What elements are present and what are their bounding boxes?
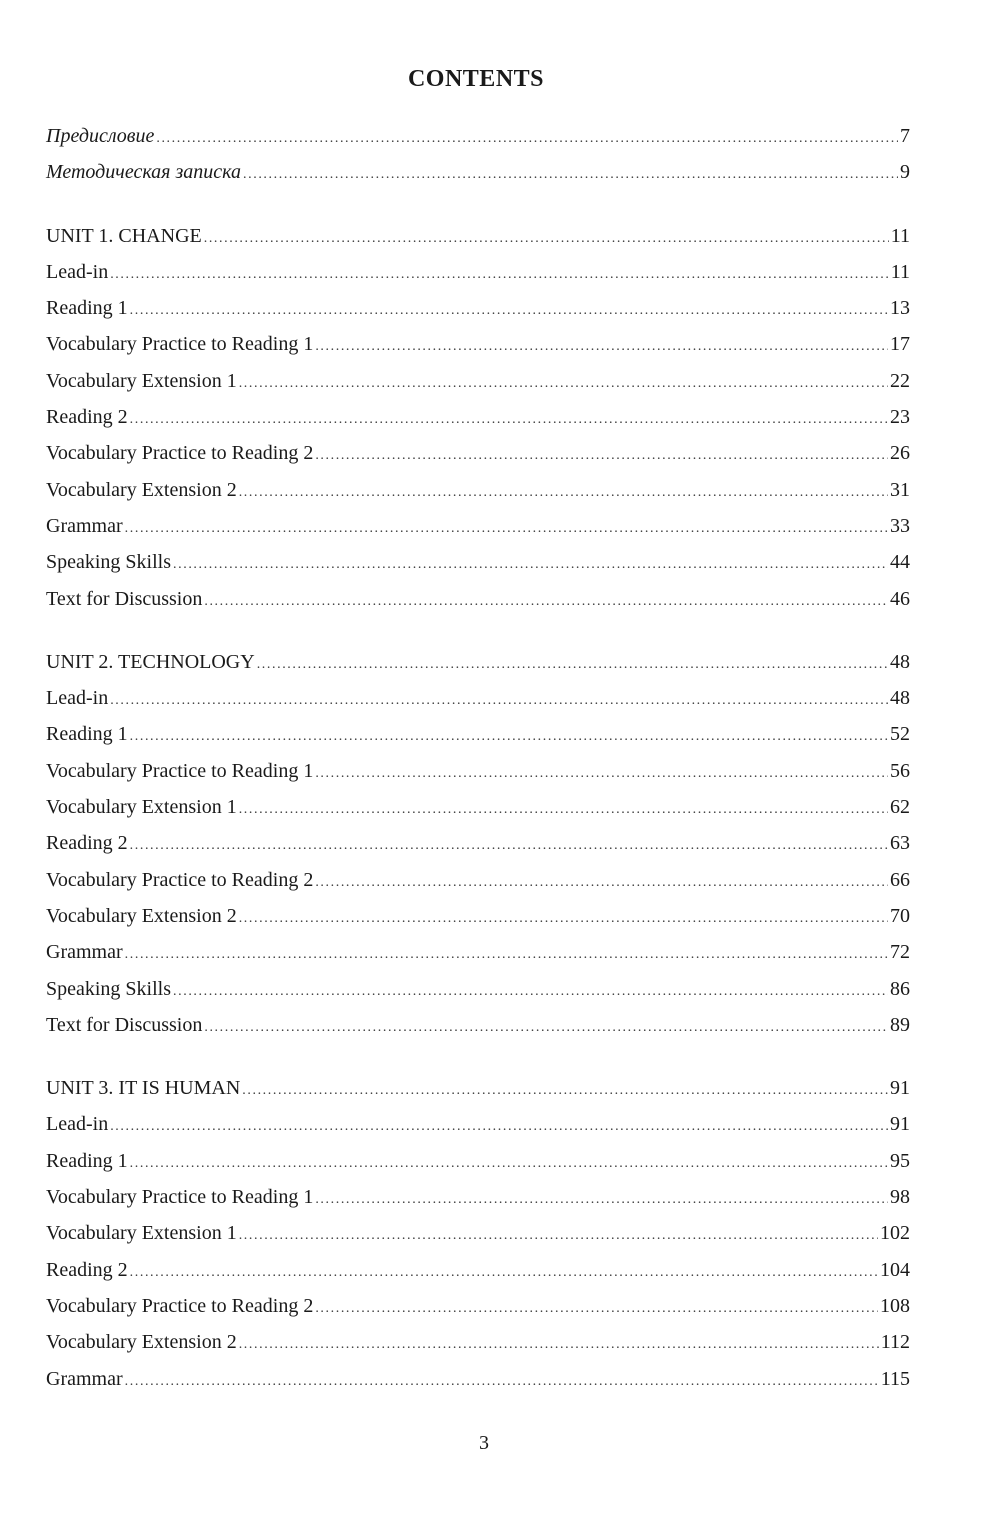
toc-entry[interactable] — [46, 680, 910, 716]
toc-entry-label: Reading 1 — [46, 1149, 128, 1172]
dot-leader — [315, 438, 888, 474]
toc-entry-label: Lead-in — [46, 260, 109, 283]
dot-leader — [130, 1255, 878, 1291]
dot-leader — [243, 157, 898, 193]
toc-entry[interactable] — [46, 862, 910, 898]
dot-leader — [130, 293, 888, 329]
toc-entry-label: Vocabulary Practice to Reading 2 — [46, 1294, 314, 1317]
dot-leader — [239, 1218, 878, 1254]
toc-entry[interactable] — [46, 508, 910, 544]
toc-entry-page: 95 — [890, 1149, 910, 1172]
toc-entry-label: Vocabulary Extension 2 — [46, 478, 237, 501]
toc-entry[interactable] — [46, 544, 910, 580]
toc-entry[interactable] — [46, 898, 910, 934]
toc-unit-heading[interactable] — [46, 1070, 910, 1106]
toc-entry[interactable] — [46, 825, 910, 861]
toc-entry-label: Text for Discussion — [46, 587, 203, 610]
toc-entry-page: 56 — [890, 759, 910, 782]
dot-leader — [315, 1182, 888, 1218]
dot-leader — [110, 257, 889, 293]
toc-entry-page: 63 — [890, 832, 910, 855]
dot-leader — [130, 402, 888, 438]
toc-entry-page: 72 — [890, 941, 910, 964]
toc-entry-label: Vocabulary Practice to Reading 2 — [46, 442, 314, 465]
table-of-contents — [46, 118, 910, 1397]
toc-entry[interactable] — [46, 971, 910, 1007]
toc-entry-label: Reading 1 — [46, 297, 128, 320]
dot-leader — [315, 865, 888, 901]
toc-entry-page: 91 — [890, 1113, 910, 1136]
toc-entry[interactable] — [46, 1179, 910, 1215]
toc-entry-page: 108 — [880, 1294, 910, 1317]
toc-entry[interactable] — [46, 716, 910, 752]
dot-leader — [239, 792, 888, 828]
toc-entry[interactable] — [46, 399, 910, 435]
toc-entry[interactable] — [46, 1252, 910, 1288]
toc-unit-heading[interactable] — [46, 218, 910, 254]
toc-entry-label: Vocabulary Extension 1 — [46, 369, 237, 392]
toc-entry-page: 23 — [890, 406, 910, 429]
toc-entry-label: Reading 2 — [46, 1258, 128, 1281]
toc-entry[interactable] — [46, 581, 910, 617]
toc-entry-label: Lead-in — [46, 1113, 109, 1136]
dot-leader — [110, 1109, 888, 1145]
toc-entry-label: Vocabulary Practice to Reading 1 — [46, 759, 314, 782]
toc-entry-label: Speaking Skills — [46, 551, 172, 574]
page-title: CONTENTS — [407, 66, 545, 92]
toc-entry-label: Предисловие — [46, 125, 155, 147]
toc-entry-label: Vocabulary Extension 2 — [46, 904, 237, 927]
toc-entry[interactable] — [46, 363, 910, 399]
toc-entry[interactable] — [46, 1143, 910, 1179]
toc-entry-page: 11 — [890, 224, 910, 247]
dot-leader — [315, 756, 888, 792]
toc-entry-page: 98 — [890, 1186, 910, 1209]
toc-entry-label: UNIT 1. CHANGE — [46, 224, 202, 247]
toc-entry[interactable] — [46, 472, 910, 508]
toc-entry-page: 102 — [880, 1222, 910, 1245]
toc-entry-label: UNIT 3. IT IS HUMAN — [46, 1077, 241, 1100]
toc-entry[interactable] — [46, 290, 910, 326]
toc-entry-page: 48 — [890, 687, 910, 710]
toc-entry-page: 89 — [890, 1013, 910, 1036]
toc-entry-label: Vocabulary Practice to Reading 1 — [46, 333, 314, 356]
dot-leader — [242, 1073, 888, 1109]
dot-leader — [130, 719, 888, 755]
toc-entry-page: 48 — [890, 650, 910, 673]
toc-entry-page: 66 — [890, 868, 910, 891]
toc-entry[interactable] — [46, 1288, 910, 1324]
dot-leader — [204, 221, 889, 257]
toc-entry-label: Text for Discussion — [46, 1013, 203, 1036]
dot-leader — [204, 584, 888, 620]
dot-leader — [130, 828, 888, 864]
toc-entry[interactable] — [46, 1106, 910, 1142]
toc-entry-page: 9 — [900, 161, 910, 184]
toc-entry[interactable] — [46, 326, 910, 362]
toc-entry-label: Grammar — [46, 1367, 123, 1390]
toc-entry-label: Vocabulary Extension 1 — [46, 1222, 237, 1245]
page-number: 3 — [479, 1432, 489, 1454]
toc-entry-label: Lead-in — [46, 687, 109, 710]
toc-entry[interactable] — [46, 1007, 910, 1043]
toc-entry-label: Vocabulary Extension 2 — [46, 1331, 237, 1354]
toc-entry-label: Grammar — [46, 941, 123, 964]
dot-leader — [204, 1010, 888, 1046]
toc-entry-page: 13 — [890, 297, 910, 320]
toc-entry-page: 62 — [890, 796, 910, 819]
toc-entry-page: 33 — [890, 514, 910, 537]
toc-entry-label: Reading 2 — [46, 832, 128, 855]
dot-leader — [257, 647, 888, 683]
dot-leader — [130, 1146, 888, 1182]
toc-entry-label: Speaking Skills — [46, 977, 172, 1000]
dot-leader — [173, 974, 888, 1010]
toc-entry-page: 11 — [890, 260, 910, 283]
dot-leader — [239, 366, 888, 402]
toc-entry-page: 91 — [890, 1077, 910, 1100]
toc-entry-page: 70 — [890, 904, 910, 927]
toc-entry-page: 31 — [890, 478, 910, 501]
toc-entry-page: 112 — [880, 1331, 910, 1354]
dot-leader — [239, 1327, 879, 1363]
toc-entry-page: 52 — [890, 723, 910, 746]
dot-leader — [156, 121, 898, 157]
toc-entry-preface[interactable] — [46, 118, 910, 154]
toc-entry-label: Grammar — [46, 514, 123, 537]
dot-leader — [239, 475, 888, 511]
toc-entry-label: Vocabulary Practice to Reading 2 — [46, 868, 314, 891]
toc-entry[interactable] — [46, 1215, 910, 1251]
toc-entry[interactable] — [46, 753, 910, 789]
toc-entry-page: 46 — [890, 587, 910, 610]
dot-leader — [315, 329, 888, 365]
dot-leader — [110, 683, 888, 719]
toc-entry-label: Vocabulary Extension 1 — [46, 796, 237, 819]
dot-leader — [239, 901, 888, 937]
toc-entry[interactable] — [46, 1324, 910, 1360]
dot-leader — [173, 547, 888, 583]
toc-entry-label: Методическая записка — [46, 161, 242, 184]
toc-entry[interactable] — [46, 254, 910, 290]
toc-entry-methodical-note[interactable] — [46, 154, 910, 190]
toc-entry-page: 104 — [880, 1258, 910, 1281]
toc-entry-page: 17 — [890, 333, 910, 356]
toc-entry-page: 86 — [890, 977, 910, 1000]
toc-entry-page: 44 — [890, 551, 910, 574]
toc-entry-label: Reading 1 — [46, 723, 128, 746]
toc-entry-label: Reading 2 — [46, 406, 128, 429]
toc-entry-label: Vocabulary Practice to Reading 1 — [46, 1186, 314, 1209]
toc-unit-heading[interactable] — [46, 644, 910, 680]
dot-leader — [125, 937, 888, 973]
dot-leader — [315, 1291, 878, 1327]
toc-entry[interactable] — [46, 934, 910, 970]
toc-entry[interactable] — [46, 435, 910, 471]
toc-entry[interactable] — [46, 789, 910, 825]
toc-entry-page: 22 — [890, 369, 910, 392]
dot-leader — [125, 1364, 879, 1400]
toc-entry[interactable] — [46, 1361, 910, 1397]
toc-entry-page: 26 — [890, 442, 910, 465]
dot-leader — [125, 511, 888, 547]
toc-entry-label: UNIT 2. TECHNOLOGY — [46, 650, 255, 673]
toc-entry-page: 7 — [900, 125, 910, 147]
toc-entry-page: 115 — [880, 1367, 910, 1390]
